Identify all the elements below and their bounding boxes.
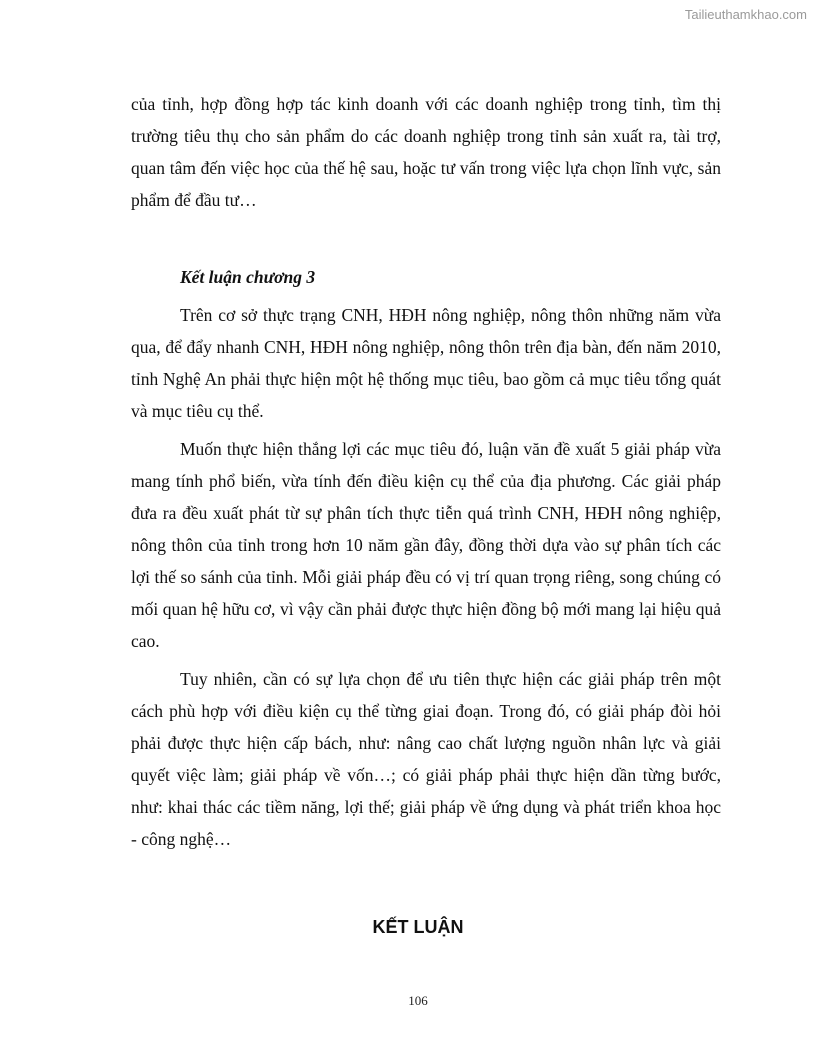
document-body xyxy=(131,88,721,855)
page-number: 106 xyxy=(408,993,428,1008)
paragraph-2: Muốn thực hiện thắng lợi các mục tiêu đó, luận văn đề xuất 5 giải pháp vừa mang tính phổ biến, vừa tính đến điều kiện cụ thể của địa phương. Các giải pháp đưa ra đều xuất phát từ sự phân tích thực tiễn quá trình CNH, HĐH nông nghiệp, nông thôn của tỉnh trong hơn 10 năm gần đây, đồng thời dựa vào sự phân tích các lợi thế so sánh của tỉnh. Mỗi giải pháp đều có vị trí quan trọng riêng, song chúng có mối quan hệ hữu cơ, vì vậy cần phải được thực hiện đồng bộ mới mang lại hiệu quả cao. xyxy=(131,439,721,651)
paragraph-1: Trên cơ sở thực trạng CNH, HĐH nông nghiệp, nông thôn những năm vừa qua, để đẩy nhanh CNH, HĐH nông nghiệp, nông thôn trên địa bàn, đến năm 2010, tỉnh Nghệ An phải thực hiện một hệ thống mục tiêu, bao gồm cả mục tiêu tổng quát và mục tiêu cụ thể. xyxy=(131,305,721,421)
section-heading: Kết luận chương 3 xyxy=(180,267,316,287)
watermark: Tailieuthamkhao.com xyxy=(684,7,807,22)
intro-paragraph: của tỉnh, hợp đồng hợp tác kinh doanh với các doanh nghiệp trong tỉnh, tìm thị trường tiêu thụ cho sản phẩm do các doanh nghiệp trong tỉnh sản xuất ra, tài trợ, quan tâm đến việc học của thế hệ sau, hoặc tư vấn trong việc lựa chọn lĩnh vực, sản phẩm để đầu tư… xyxy=(131,94,721,210)
conclusion-heading: KẾT LUẬN xyxy=(372,917,464,937)
paragraph-3: Tuy nhiên, cần có sự lựa chọn để ưu tiên thực hiện các giải pháp trên một cách phù hợp với điều kiện cụ thể từng giai đoạn. Trong đó, có giải pháp đòi hỏi phải được thực hiện cấp bách, như: nâng cao chất lượng nguồn nhân lực và giải quyết việc làm; giải pháp về vốn…; có giải pháp phải thực hiện dần từng bước, như: khai thác các tiềm năng, lợi thế; giải pháp về ứng dụng và phát triển khoa học - công nghệ… xyxy=(131,669,721,849)
